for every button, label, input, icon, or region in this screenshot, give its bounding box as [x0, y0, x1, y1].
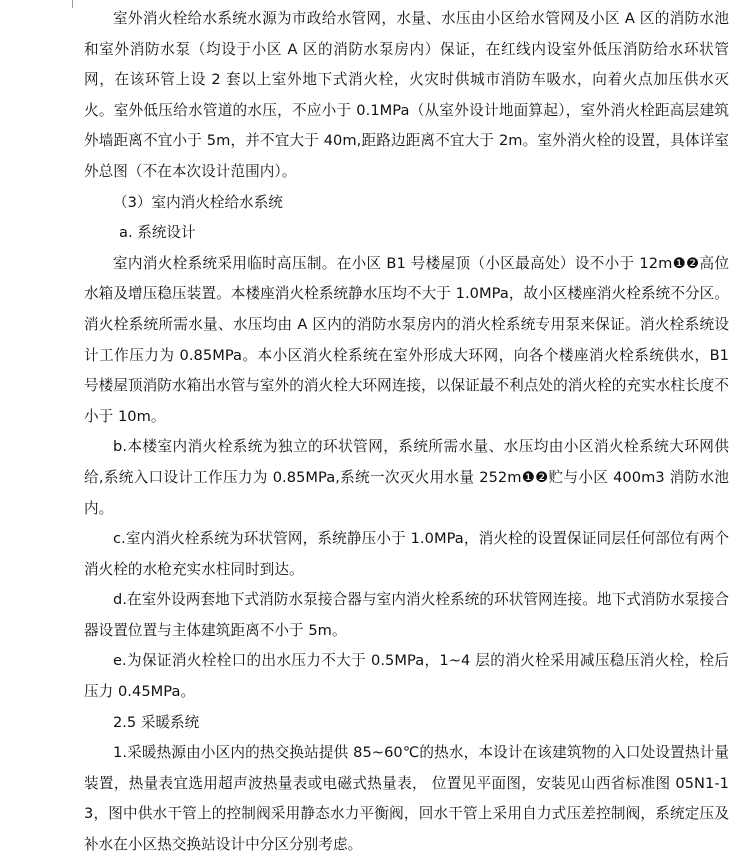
system-design-subheading: a. 系统设计: [119, 224, 196, 242]
heating-source-paragraph: 1.采暖热源由小区内的热交换站提供 85~60℃的热水，本设计在该建筑物的入口处设置热计量装置，热量表宜选用超声波热量表或电磁式热量表， 位置见平面图，安装见山西省标准图 05N1-13，图中供水干管上的控制阀采用静态水力平衡阀，回水干管上采用自力式压差控制阀，系统定压及补水在小区热交换站设计中分区分别考虑。: [84, 744, 729, 854]
heating-system-heading: 2.5 采暖系统: [113, 713, 200, 731]
indoor-hydrant-heading: （3）室内消火栓给水系统: [113, 193, 283, 211]
document-page: [84, 4, 729, 861]
indoor-ring-network-paragraph: b.本楼室内消火栓系统为独立的环状管网，系统所需水量、水压均由小区消火栓系统大环网供给,系统入口设计工作压力为 0.85MPa,系统一次灭火用水量 252m❶❷贮与小区 400m3 消防水池内。: [84, 438, 729, 517]
system-design-paragraph: 室内消火栓系统采用临时高压制。在小区 B1 号楼屋顶（小区最高处）设不小于 12m❶❷高位水箱及增压稳压装置。本楼座消火栓系统静水压均不大于 1.0MPa，故小区楼座消火栓系统不分区。消火栓系统所需水量、水压均由 A 区内的消防水泵房内的消火栓系统专用泵来保证。消火栓系统设计工作压力为 0.85MPa。本小区消火栓系统在室外形成大环网，向各个楼座消火栓系统供水，B1 号楼屋顶消防水箱出水管与室外的消火栓大环网连接，以保证最不利点处的消火栓的充实水柱长度不小于 10m。: [84, 254, 729, 425]
outdoor-hydrant-paragraph: 室外消火栓给水系统水源为市政给水管网，水量、水压由小区给水管网及小区 A 区的消防水池和室外消防水泵（均设于小区 A 区的消防水泵房内）保证，在红线内设室外低压消防给水环状管网，在该环管上设 2 套以上室外地下式消火栓，火灾时供城市消防车吸水，向着火点加压供水灭火。室外低压给水管道的水压，不应小于 0.1MPa（从室外设计地面算起），室外消火栓距高层建筑外墙距离不宜小于 5m，并不宜大于 40m,距路边距离不宜大于 2m。室外消火栓的设置，具体详室外总图（不在本次设计范围内）。: [84, 10, 729, 180]
pump-adapter-paragraph: d.在室外设两套地下式消防水泵接合器与室内消火栓系统的环状管网连接。地下式消防水泵接合器设置位置与主体建筑距离不小于 5m。: [84, 591, 729, 639]
pressure-reducing-paragraph: e.为保证消火栓栓口的出水压力不大于 0.5MPa，1~4 层的消火栓采用减压稳压消火栓，栓后压力 0.45MPa。: [84, 652, 729, 701]
page-margin-marker: [72, 0, 73, 8]
static-pressure-paragraph: c.室内消火栓系统为环状管网，系统静压小于 1.0MPa，消火栓的设置保证同层任何部位有两个消火栓的水枪充实水柱同时到达。: [84, 530, 729, 578]
